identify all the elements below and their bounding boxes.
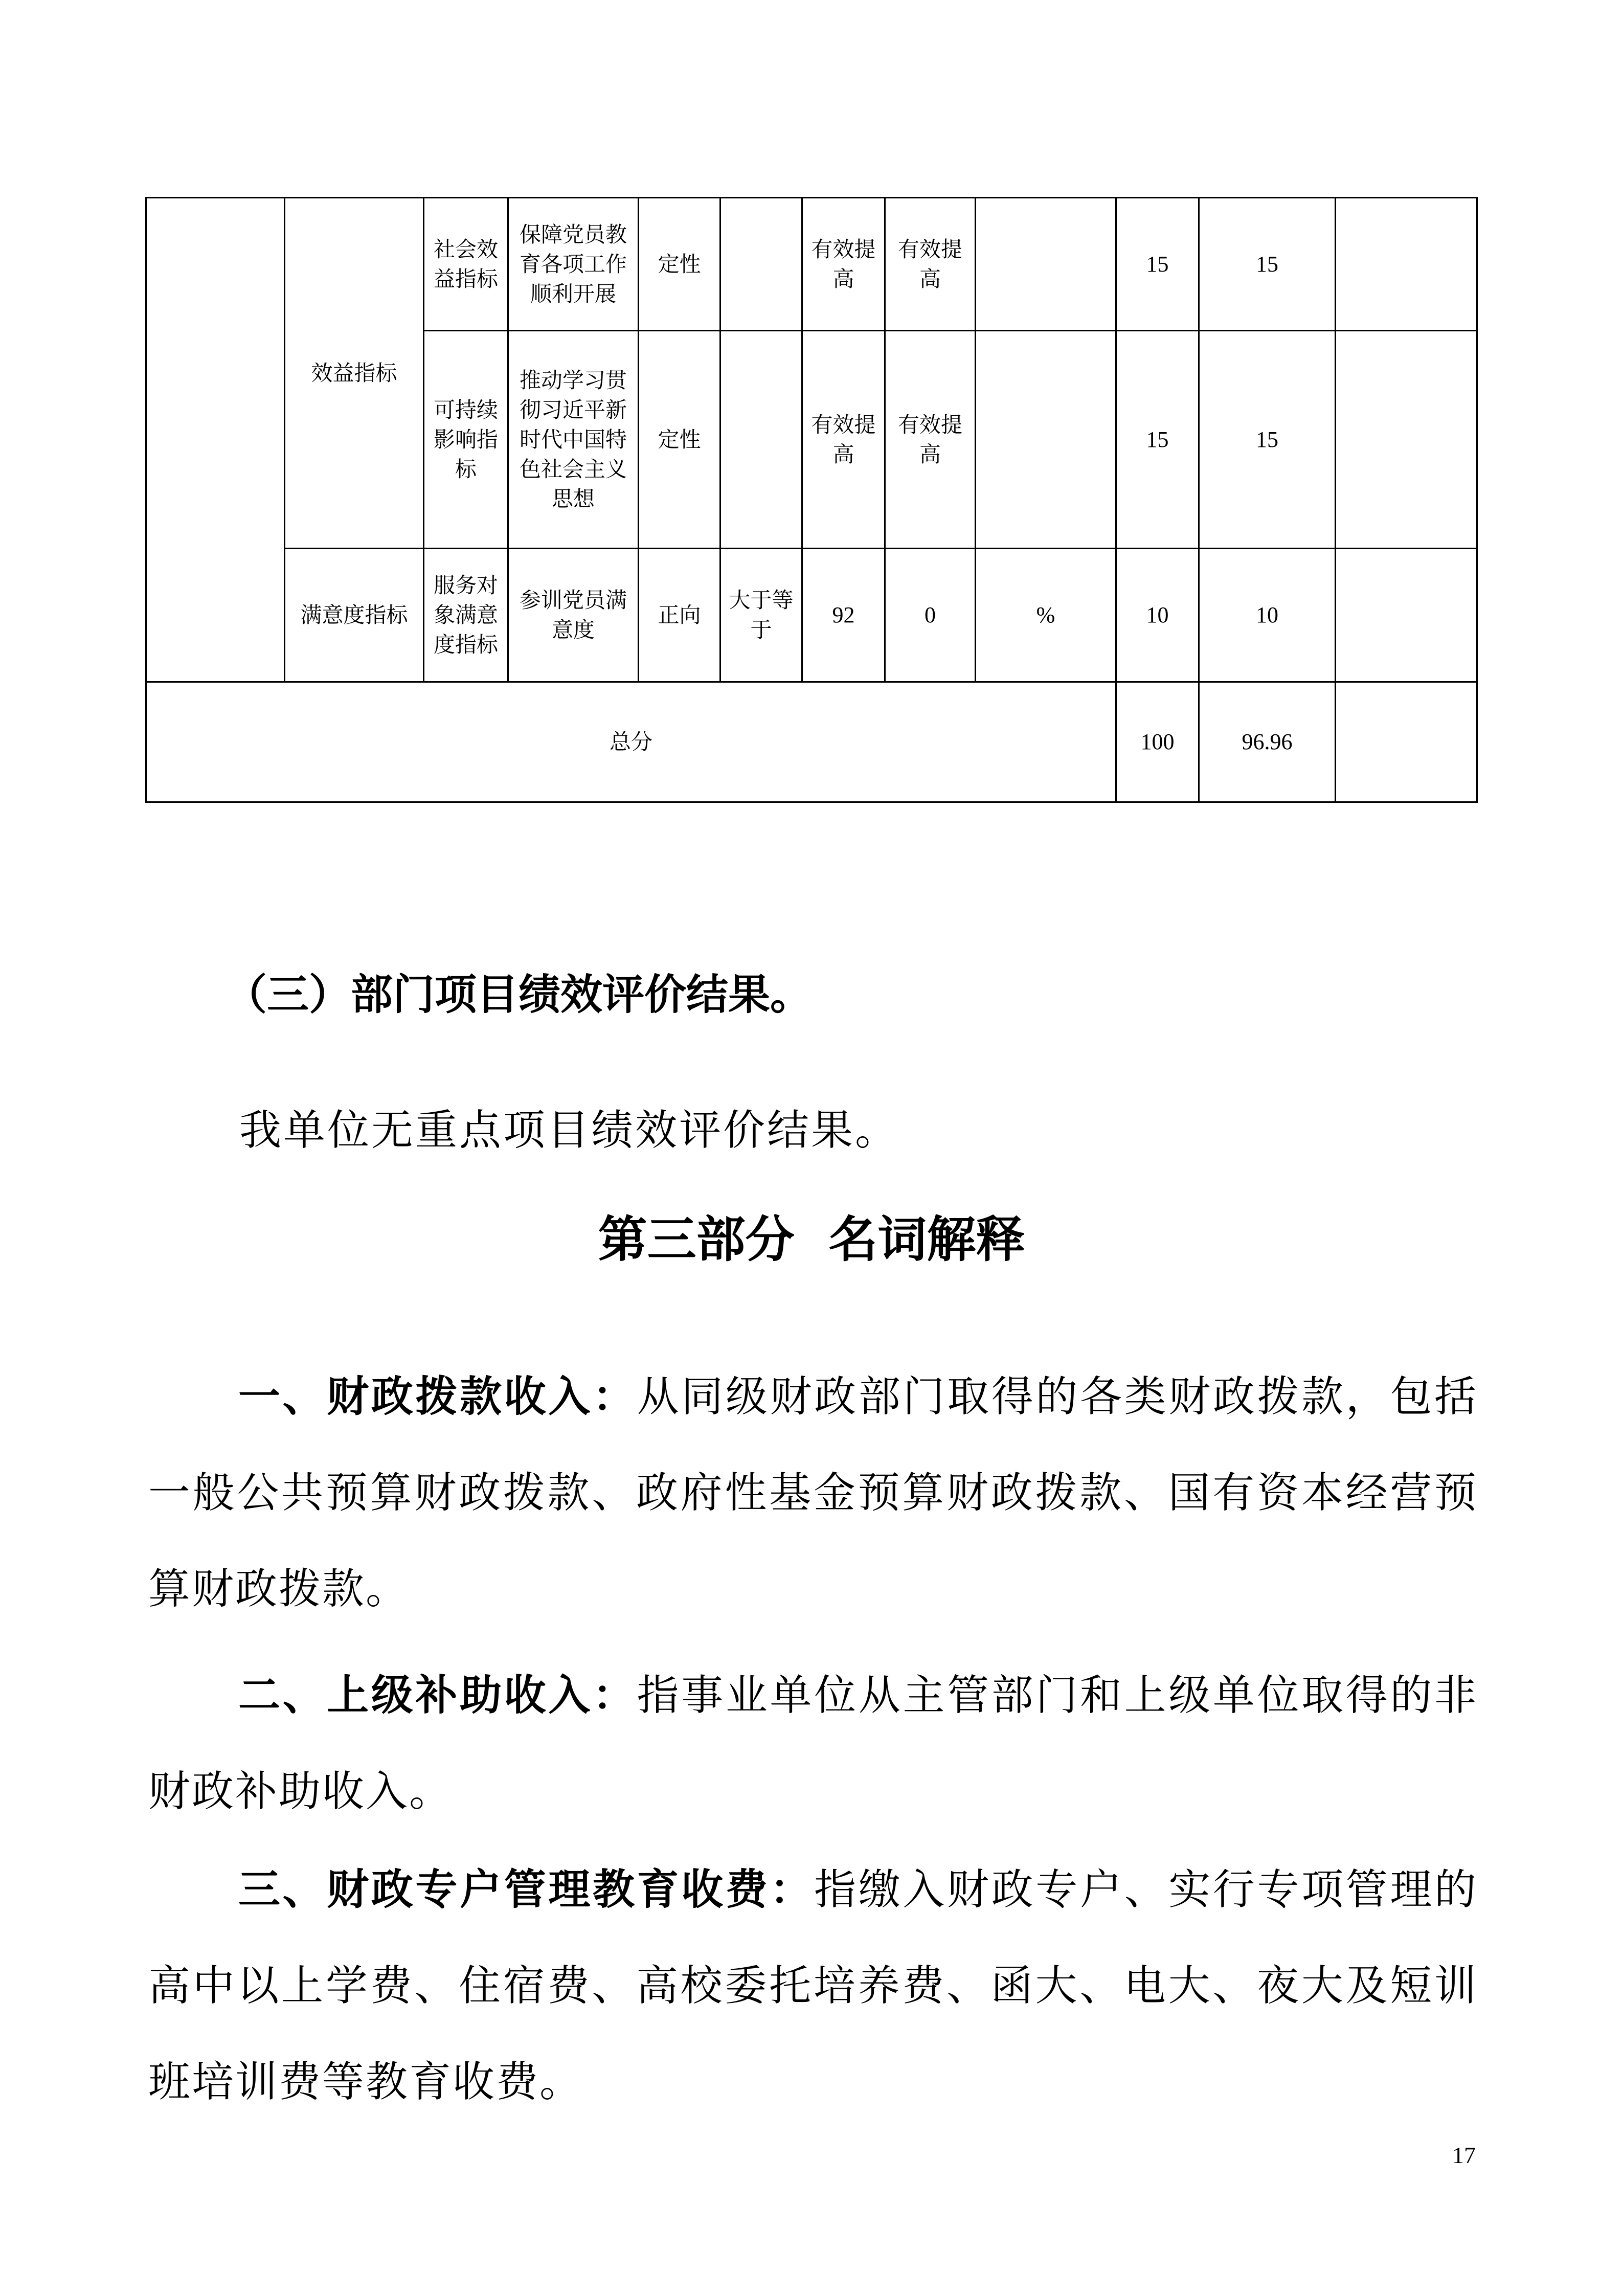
cell-operator <box>720 198 802 331</box>
cell-total-score: 96.96 <box>1199 682 1336 802</box>
cell-indicator: 保障党员教育各项工作顺利开展 <box>508 198 639 331</box>
cell-operator <box>720 331 802 549</box>
table-row <box>146 549 1477 682</box>
cell-unit <box>976 331 1116 549</box>
cell-remark <box>1336 549 1477 682</box>
cell-nature: 定性 <box>639 331 720 549</box>
cell-score: 15 <box>1199 331 1336 549</box>
cell-target: 有效提高 <box>802 331 885 549</box>
table-row <box>146 198 1477 331</box>
part-title: 第三部分 名词解释 <box>598 1210 1025 1268</box>
cell-nature: 正向 <box>639 549 720 682</box>
page-number: 17 <box>1452 2142 1476 2168</box>
definition-text: 从同级财政部门取得的各类财政拨款，包括一般公共预算财政拨款、政府性基金预算财政拨款、国有资本经营预算财政拨款。 <box>148 1372 1478 1613</box>
section-heading: （三）部门项目绩效评价结果。 <box>225 971 813 1019</box>
cell-weight: 10 <box>1116 549 1199 682</box>
definition-term: 三、财政专户管理教育收费： <box>238 1865 815 1914</box>
cell-indicator: 参训党员满意度 <box>508 549 639 682</box>
definition-text: 指事业单位从主管部门和上级单位取得的非财政补助收入。 <box>148 1671 1478 1816</box>
section-body: 我单位无重点项目绩效评价结果。 <box>239 1106 899 1155</box>
definition-text: 指缴入财政专户、实行专项管理的高中以上学费、住宿费、高校委托培养费、函大、电大、夜大及短训班培训费等教育收费。 <box>148 1865 1478 2106</box>
cell-level3: 可持续影响指标 <box>424 331 508 549</box>
definition-paragraph <box>148 1648 1478 1840</box>
cell-weight: 15 <box>1116 198 1199 331</box>
cell-score: 10 <box>1199 549 1336 682</box>
cell-total-weight: 100 <box>1116 682 1199 802</box>
cell-remark <box>1336 331 1477 549</box>
cell-operator: 大于等于 <box>720 549 802 682</box>
cell-actual: 0 <box>885 549 976 682</box>
cell-unit: % <box>976 549 1116 682</box>
cell-nature: 定性 <box>639 198 720 331</box>
cell-level3: 社会效益指标 <box>424 198 508 331</box>
cell-level2-satisfaction: 满意度指标 <box>285 549 424 682</box>
cell-actual: 有效提高 <box>885 198 976 331</box>
cell-score: 15 <box>1199 198 1336 331</box>
cell-target: 有效提高 <box>802 198 885 331</box>
cell-total-remark <box>1336 682 1477 802</box>
cell-level3: 服务对象满意度指标 <box>424 549 508 682</box>
cell-level2-benefit: 效益指标 <box>285 198 424 549</box>
cell-actual: 有效提高 <box>885 331 976 549</box>
definition-term: 一、财政拨款收入： <box>238 1372 637 1421</box>
table-total-row <box>146 682 1477 802</box>
definition-paragraph <box>148 1349 1478 1637</box>
cell-level1 <box>146 198 285 682</box>
cell-remark <box>1336 198 1477 331</box>
cell-total-label: 总分 <box>146 682 1116 802</box>
cell-target: 92 <box>802 549 885 682</box>
definition-paragraph <box>148 1842 1478 2130</box>
cell-unit <box>976 198 1116 331</box>
definition-term: 二、上级补助收入： <box>238 1671 637 1720</box>
cell-indicator: 推动学习贯彻习近平新时代中国特色社会主义思想 <box>508 331 639 549</box>
performance-evaluation-table <box>145 197 1478 803</box>
cell-weight: 15 <box>1116 331 1199 549</box>
